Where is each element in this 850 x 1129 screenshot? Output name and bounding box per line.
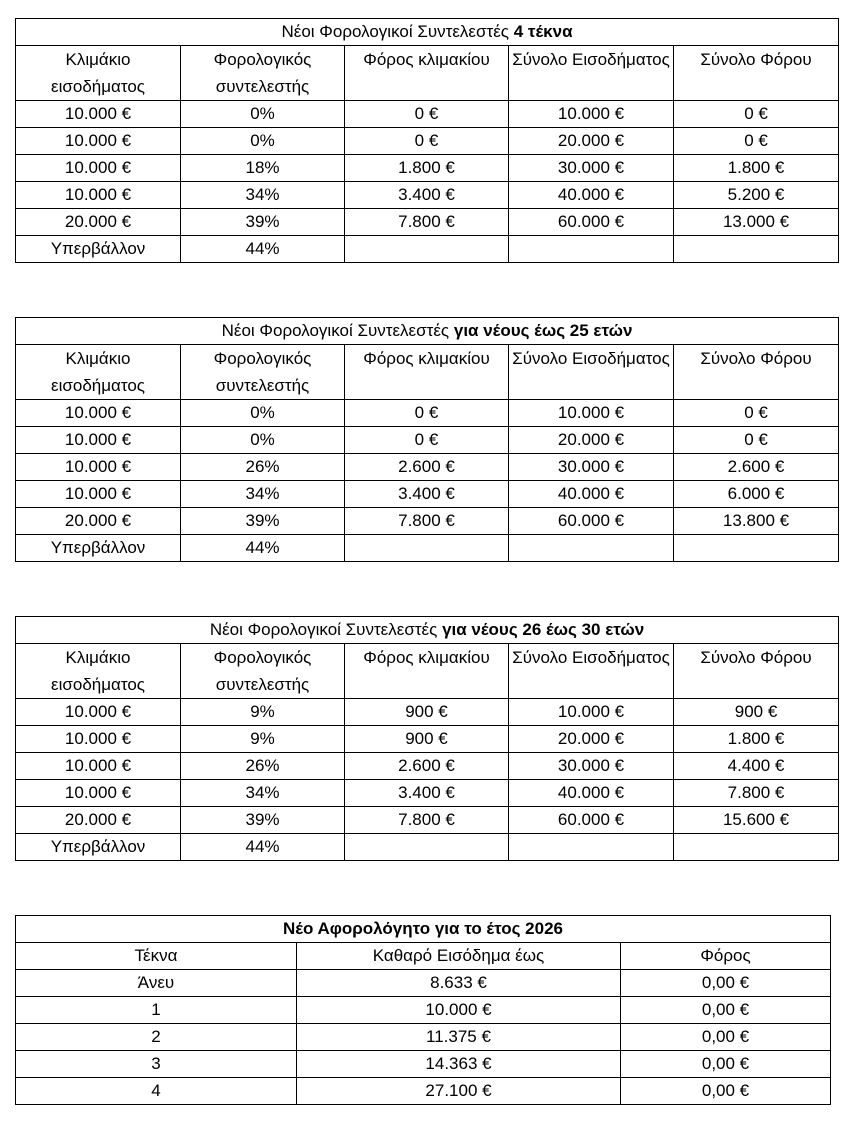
- table-row: 20.000 € 39% 7.800 € 60.000 € 13.800 €: [16, 508, 839, 535]
- table-title: Νέοι Φορολογικοί Συντελεστές για νέους έως 25 ετών: [16, 318, 839, 345]
- table-row: 10.000 € 0% 0 € 10.000 € 0 €: [16, 101, 839, 128]
- table-row: 20.000 € 39% 7.800 € 60.000 € 15.600 €: [16, 807, 839, 834]
- table-row: Υπερβάλλον 44%: [16, 236, 839, 263]
- header-net-income: Καθαρό Εισόδημα έως: [297, 943, 621, 970]
- table-row: 10.000 € 18% 1.800 € 30.000 € 1.800 €: [16, 155, 839, 182]
- header-tax: Φόρος: [621, 943, 831, 970]
- table-row: 10.000 € 9% 900 € 20.000 € 1.800 €: [16, 726, 839, 753]
- tax-table-26-to-30: [15, 616, 839, 861]
- table-row: 3 14.363 € 0,00 €: [16, 1051, 831, 1078]
- header-total-tax: Σύνολο Φόρου: [674, 46, 839, 101]
- header-bracket-tax: Φόρος κλιμακίου: [345, 345, 509, 400]
- table-row: 1 10.000 € 0,00 €: [16, 997, 831, 1024]
- tax-free-table-2026: [15, 915, 831, 1105]
- table-row: 10.000 € 0% 0 € 20.000 € 0 €: [16, 128, 839, 155]
- table-row: 10.000 € 26% 2.600 € 30.000 € 2.600 €: [16, 454, 839, 481]
- header-children: Τέκνα: [16, 943, 297, 970]
- table-title: Νέο Αφορολόγητο για το έτος 2026: [16, 916, 831, 943]
- header-bracket: Κλιμάκιο εισοδήματος: [16, 46, 181, 101]
- header-bracket: Κλιμάκιο εισοδήματος: [16, 644, 181, 699]
- header-rate: Φορολογικός συντελεστής: [181, 345, 345, 400]
- header-total-income: Σύνολο Εισοδήματος: [509, 46, 674, 101]
- tax-table-4-children: [15, 18, 839, 263]
- table-title: Νέοι Φορολογικοί Συντελεστές 4 τέκνα: [16, 19, 839, 46]
- header-bracket-tax: Φόρος κλιμακίου: [345, 644, 509, 699]
- tax-table-under-25: [15, 317, 839, 562]
- table-row: Υπερβάλλον 44%: [16, 535, 839, 562]
- header-total-tax: Σύνολο Φόρου: [674, 345, 839, 400]
- table-row: Υπερβάλλον 44%: [16, 834, 839, 861]
- header-rate: Φορολογικός συντελεστής: [181, 46, 345, 101]
- header-total-income: Σύνολο Εισοδήματος: [509, 345, 674, 400]
- table-row: 10.000 € 0% 0 € 20.000 € 0 €: [16, 427, 839, 454]
- table-title: Νέοι Φορολογικοί Συντελεστές για νέους 26 έως 30 ετών: [16, 617, 839, 644]
- header-total-income: Σύνολο Εισοδήματος: [509, 644, 674, 699]
- table-row: 20.000 € 39% 7.800 € 60.000 € 13.000 €: [16, 209, 839, 236]
- header-bracket: Κλιμάκιο εισοδήματος: [16, 345, 181, 400]
- table-row: 10.000 € 34% 3.400 € 40.000 € 5.200 €: [16, 182, 839, 209]
- header-bracket-tax: Φόρος κλιμακίου: [345, 46, 509, 101]
- table-row: 4 27.100 € 0,00 €: [16, 1078, 831, 1105]
- header-total-tax: Σύνολο Φόρου: [674, 644, 839, 699]
- table-row: 10.000 € 26% 2.600 € 30.000 € 4.400 €: [16, 753, 839, 780]
- header-rate: Φορολογικός συντελεστής: [181, 644, 345, 699]
- table-row: 10.000 € 9% 900 € 10.000 € 900 €: [16, 699, 839, 726]
- table-row: 10.000 € 34% 3.400 € 40.000 € 7.800 €: [16, 780, 839, 807]
- table-row: Άνευ 8.633 € 0,00 €: [16, 970, 831, 997]
- table-row: 10.000 € 34% 3.400 € 40.000 € 6.000 €: [16, 481, 839, 508]
- table-row: 2 11.375 € 0,00 €: [16, 1024, 831, 1051]
- table-row: 10.000 € 0% 0 € 10.000 € 0 €: [16, 400, 839, 427]
